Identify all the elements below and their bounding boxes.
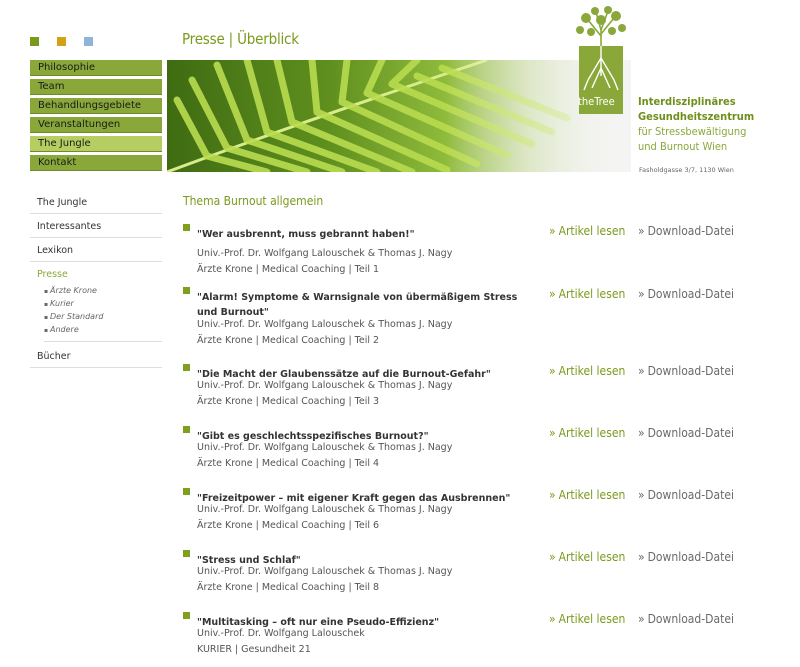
main-nav-item-philosophie[interactable]: Philosophie — [30, 60, 162, 76]
sub-nav-child-kurier[interactable]: ▪ Kurier — [44, 298, 162, 311]
article-title: "Stress und Schlaf" — [197, 555, 301, 566]
bullet-square-icon — [183, 488, 190, 495]
address: Fasholdgasse 3/7, 1130 Wien — [639, 166, 734, 174]
article-title: "Freizeitpower – mit eigener Kraft gegen das Ausbrennen" — [197, 493, 511, 504]
read-article-link[interactable]: » Artikel lesen — [549, 550, 626, 564]
arrow-icon: » — [549, 488, 556, 502]
article-authors: Univ.-Prof. Dr. Wolfgang Lalouschek & Thomas J. Nagy — [197, 504, 453, 515]
article-item — [183, 364, 743, 414]
read-article-link[interactable]: » Artikel lesen — [549, 224, 626, 238]
arrow-icon: » — [549, 550, 556, 564]
download-file-link[interactable]: » Download-Datei — [638, 224, 734, 238]
read-article-link[interactable]: » Artikel lesen — [549, 426, 626, 440]
bullet-square-icon — [183, 364, 190, 371]
read-article-link[interactable]: » Artikel lesen — [549, 364, 626, 378]
article-item — [183, 550, 743, 600]
sub-nav — [30, 194, 162, 372]
article-source: KURIER | Gesundheit 21 — [197, 644, 311, 655]
article-item — [183, 287, 743, 347]
arrow-icon: » — [638, 364, 645, 378]
article-source: Ärzte Krone | Medical Coaching | Teil 1 — [197, 264, 380, 275]
arrow-icon: » — [638, 224, 645, 238]
green-square — [30, 37, 39, 46]
main-nav-item-team[interactable]: Team — [30, 79, 162, 95]
article-title: "Alarm! Symptome & Warnsignale von übermäßigem Stress und Burnout" — [197, 292, 518, 318]
download-file-link[interactable]: » Download-Datei — [638, 364, 734, 378]
sub-nav-child-andere[interactable]: ▪ Andere — [44, 324, 162, 337]
main-nav-item-kontakt[interactable]: Kontakt — [30, 155, 162, 171]
article-source: Ärzte Krone | Medical Coaching | Teil 3 — [197, 396, 380, 407]
sub-nav-item-interessantes[interactable]: Interessantes — [30, 218, 162, 238]
logo-text: theTree — [578, 95, 615, 108]
article-title: "Die Macht der Glaubenssätze auf die Burnout-Gefahr" — [197, 369, 491, 380]
download-file-link[interactable]: » Download-Datei — [638, 550, 734, 564]
article-item — [183, 488, 743, 538]
read-article-link[interactable]: » Artikel lesen — [549, 488, 626, 502]
read-article-link[interactable]: » Artikel lesen — [549, 287, 626, 301]
tagline: Interdisziplinäres Gesundheitszentrum für Stressbewältigung und Burnout Wien — [638, 95, 755, 153]
article-item — [183, 426, 743, 476]
color-squares — [30, 37, 93, 46]
arrow-icon: » — [638, 287, 645, 301]
presse-subitems — [44, 285, 162, 342]
main-nav-item-behandlungsgebiete[interactable]: Behandlungsgebiete — [30, 98, 162, 114]
article-title: "Wer ausbrennt, muss gebrannt haben!" — [197, 229, 415, 240]
bullet-square-icon — [183, 426, 190, 433]
read-article-link[interactable]: » Artikel lesen — [549, 612, 626, 626]
palm-leaf-image — [167, 60, 631, 172]
download-file-link[interactable]: » Download-Datei — [638, 612, 734, 626]
header-banner-image — [167, 60, 631, 172]
sub-nav-child-der-standard[interactable]: ▪ Der Standard — [44, 311, 162, 324]
article-authors: Univ.-Prof. Dr. Wolfgang Lalouschek & Thomas J. Nagy — [197, 566, 453, 577]
article-source: Ärzte Krone | Medical Coaching | Teil 4 — [197, 458, 380, 469]
sub-nav-child-aerzte-krone[interactable]: ▪ Ärzte Krone — [44, 285, 162, 298]
arrow-icon: » — [638, 612, 645, 626]
download-file-link[interactable]: » Download-Datei — [638, 488, 734, 502]
arrow-icon: » — [549, 224, 556, 238]
main-nav-item-the-jungle[interactable]: The Jungle — [30, 136, 162, 152]
article-authors: Univ.-Prof. Dr. Wolfgang Lalouschek & Thomas J. Nagy — [197, 442, 453, 453]
article-authors: Univ.-Prof. Dr. Wolfgang Lalouschek & Thomas J. Nagy — [197, 380, 453, 391]
page-title: Presse | Überblick — [182, 30, 299, 48]
blue-square — [84, 37, 93, 46]
article-source: Ärzte Krone | Medical Coaching | Teil 8 — [197, 582, 380, 593]
article-item — [183, 224, 743, 274]
arrow-icon: » — [638, 488, 645, 502]
sub-nav-item-the-jungle[interactable]: The Jungle — [30, 194, 162, 214]
download-file-link[interactable]: » Download-Datei — [638, 287, 734, 301]
article-authors: Univ.-Prof. Dr. Wolfgang Lalouschek & Thomas J. Nagy — [197, 319, 453, 330]
arrow-icon: » — [638, 426, 645, 440]
article-title: "Gibt es geschlechtsspezifisches Burnout?" — [197, 431, 429, 442]
orange-square — [57, 37, 66, 46]
arrow-icon: » — [638, 550, 645, 564]
bullet-square-icon — [183, 224, 190, 231]
bullet-square-icon — [183, 550, 190, 557]
arrow-icon: » — [549, 364, 556, 378]
sub-nav-item-presse[interactable]: Presse — [37, 269, 68, 280]
arrow-icon: » — [549, 426, 556, 440]
bullet-square-icon — [183, 287, 190, 294]
arrow-icon: » — [549, 287, 556, 301]
bullet-square-icon — [183, 612, 190, 619]
sub-nav-item-lexikon[interactable]: Lexikon — [30, 242, 162, 262]
main-nav — [30, 60, 162, 174]
arrow-icon: » — [549, 612, 556, 626]
article-item — [183, 612, 743, 662]
sub-nav-item-buecher[interactable]: Bücher — [30, 348, 162, 368]
article-authors: Univ.-Prof. Dr. Wolfgang Lalouschek & Thomas J. Nagy — [197, 248, 453, 259]
download-file-link[interactable]: » Download-Datei — [638, 426, 734, 440]
main-nav-item-veranstaltungen[interactable]: Veranstaltungen — [30, 117, 162, 133]
article-authors: Univ.-Prof. Dr. Wolfgang Lalouschek — [197, 628, 365, 639]
article-source: Ärzte Krone | Medical Coaching | Teil 6 — [197, 520, 380, 531]
section-title: Thema Burnout allgemein — [183, 194, 324, 208]
article-source: Ärzte Krone | Medical Coaching | Teil 2 — [197, 335, 380, 346]
article-title: "Multitasking – oft nur eine Pseudo-Effizienz" — [197, 617, 440, 628]
